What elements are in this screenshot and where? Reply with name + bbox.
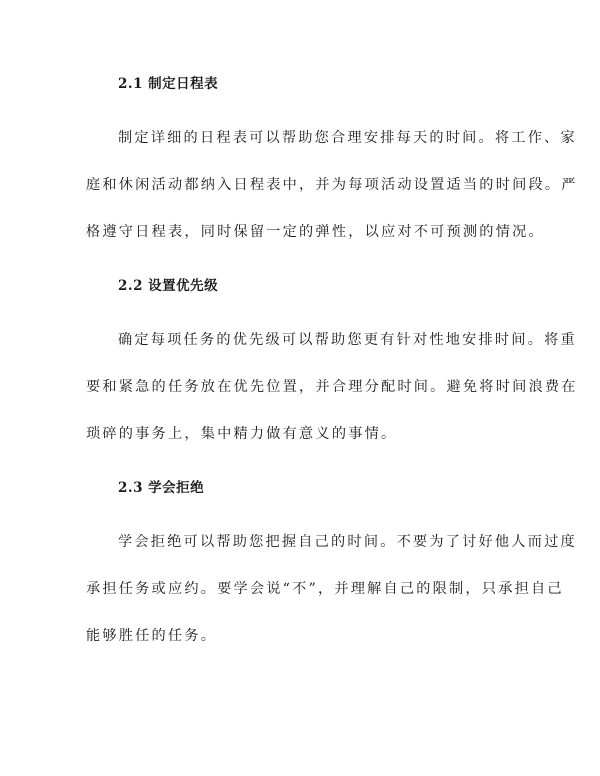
section-heading-2-3: 2.3 学会拒绝	[118, 480, 205, 496]
paragraph-line: 承担任务或应约。要学会说“不”，并理解自己的限制，只承担自己	[86, 581, 564, 597]
paragraph-line: 制定详细的日程表可以帮助您合理安排每天的时间。将工作、家	[118, 130, 577, 146]
paragraph-line: 能够胜任的任务。	[86, 628, 218, 644]
section-heading-2-1: 2.1 制定日程表	[118, 76, 219, 92]
paragraph-line: 庭和休闲活动都纳入日程表中，并为每项活动设置适当的时间段。严	[86, 177, 578, 193]
paragraph-line: 要和紧急的任务放在优先位置，并合理分配时间。避免将时间浪费在	[86, 379, 578, 395]
paragraph-line: 确定每项任务的优先级可以帮助您更有针对性地安排时间。将重	[118, 332, 577, 348]
paragraph-line: 琐碎的事务上，集中精力做有意义的事情。	[86, 426, 398, 442]
section-heading-2-2: 2.2 设置优先级	[118, 278, 219, 294]
paragraph-line: 格遵守日程表，同时保留一定的弹性，以应对不可预测的情况。	[86, 224, 545, 240]
paragraph-line: 学会拒绝可以帮助您把握自己的时间。不要为了讨好他人而过度	[118, 534, 577, 550]
